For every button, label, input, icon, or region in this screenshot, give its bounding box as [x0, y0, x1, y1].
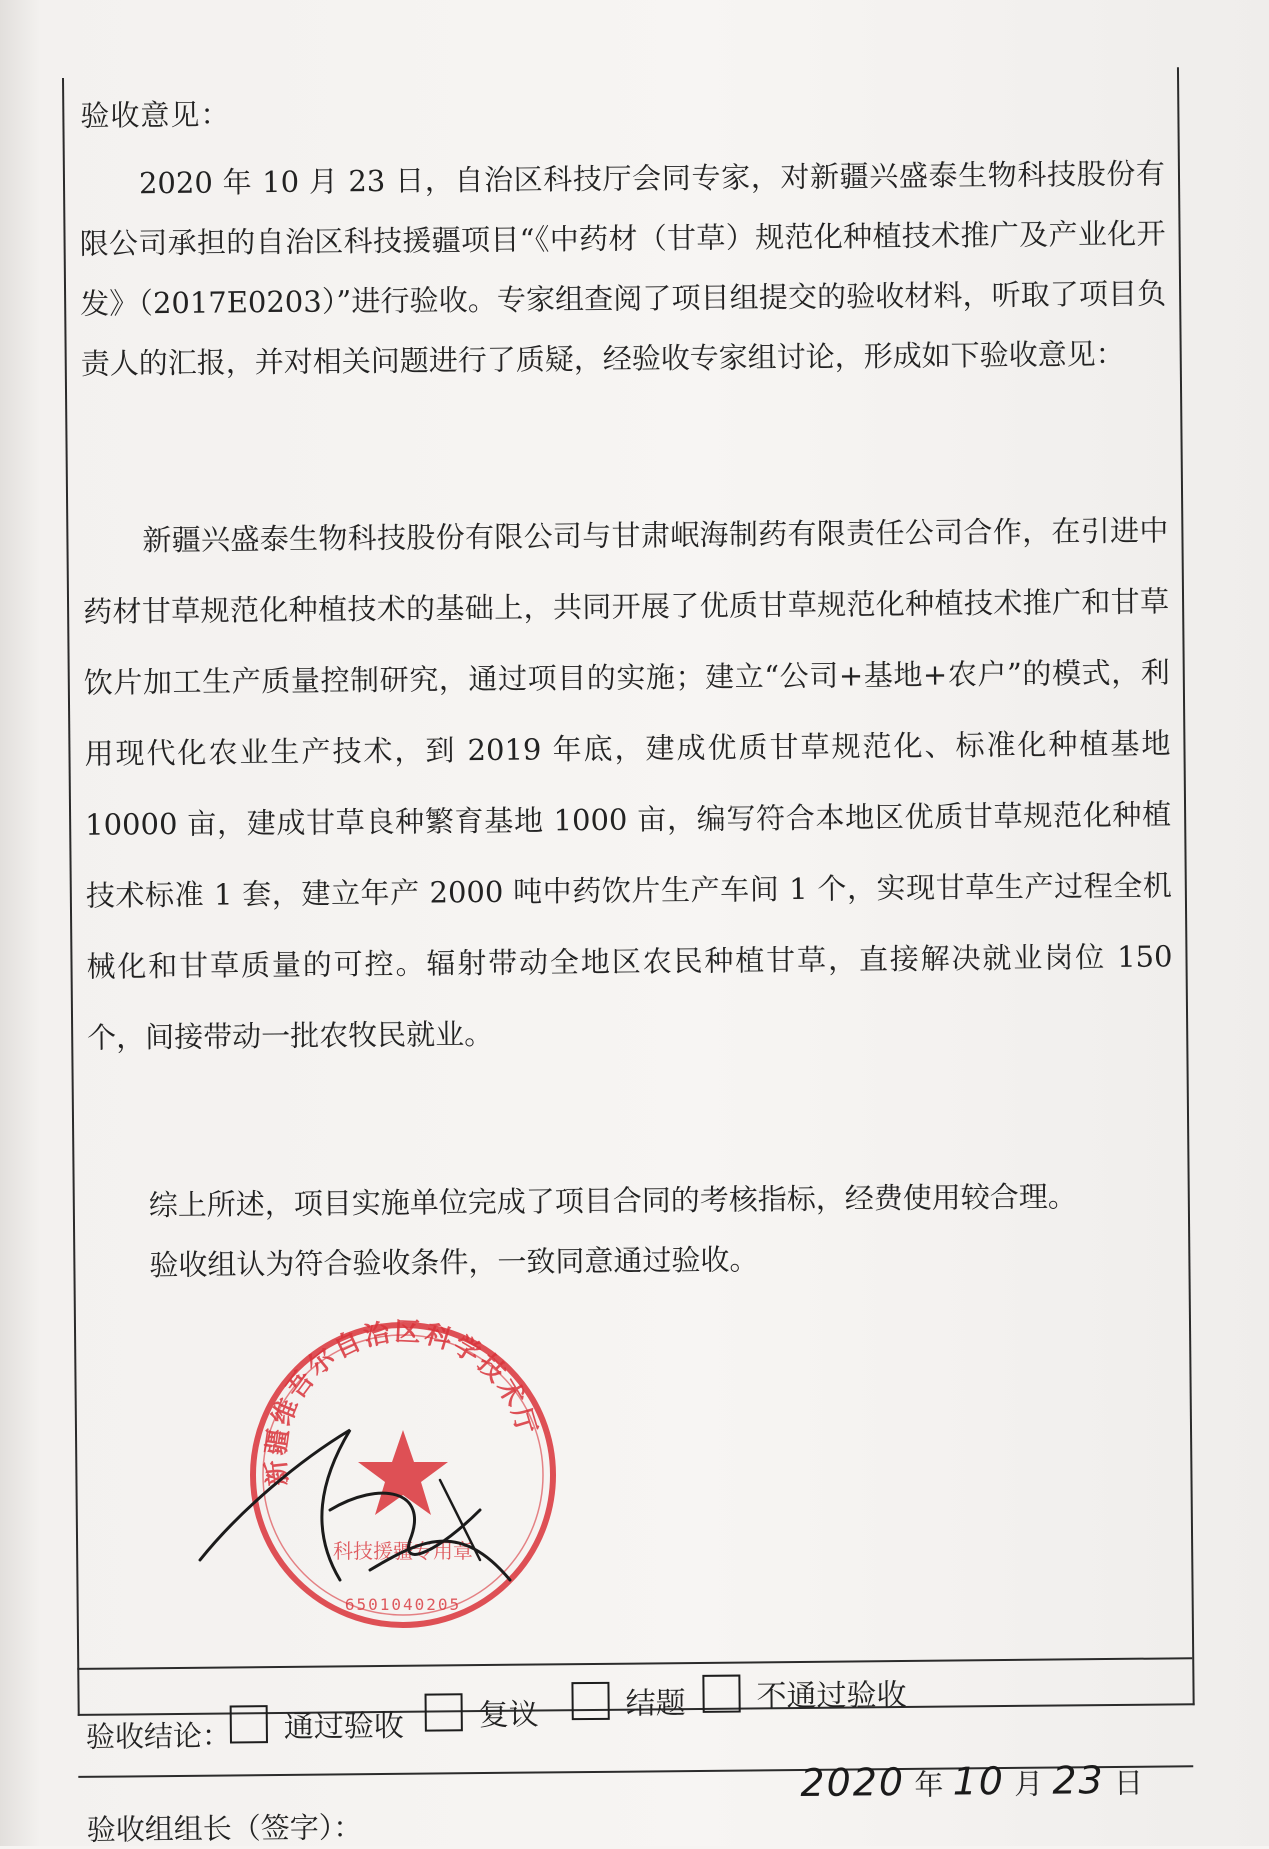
paragraph-project-results: 新疆兴盛泰生物科技股份有限公司与甘肃岷海制药有限责任公司合作，在引进中药材甘草规范化种植技术的基础上，共同开展了优质甘草规范化种植技术推广和甘草饮片加工生产质量控制研究，通过项目的实施；建立“公司+基地+农户”的模式，利用现代化农业生产技术，到 2019 年底，建成优质甘草规范化、标准化种植基地 10000 亩，建成甘草良种繁育基地 1000 亩，编写符合本地区优质甘草规范化种植技术标准 1 套，建立年产 2000 吨中药饮片生产车间 1 个，实现甘草生产过程全机械化和甘草质量的可控。辐射带动全地区农民种植甘草，直接解决就业岗位 150 个，间接带动一批农牧民就业。	[82, 513, 1173, 1055]
checkbox-fail[interactable]	[702, 1675, 740, 1713]
option-fail[interactable]	[702, 1670, 906, 1716]
opinion-title: 验收意见：	[80, 97, 231, 133]
date-month-char: 月	[1014, 1766, 1044, 1801]
checkbox-pass[interactable]	[230, 1705, 268, 1743]
conclusion-label: 验收结论：	[85, 1718, 232, 1754]
option-pass-label: 通过验收	[283, 1708, 405, 1745]
paragraph-summary: 综上所述，项目实施单位完成了项目合同的考核指标，经费使用较合理。	[148, 1179, 1077, 1223]
seal-number: 6501040205	[344, 1595, 462, 1614]
date-year-char: 年	[914, 1767, 944, 1802]
date-year: 2020	[800, 1759, 906, 1805]
option-conclude[interactable]	[571, 1678, 685, 1723]
option-conclude-label: 结题	[625, 1686, 686, 1722]
option-review-label: 复议	[478, 1697, 539, 1734]
option-pass[interactable]	[230, 1701, 404, 1747]
checkbox-conclude[interactable]	[571, 1682, 609, 1720]
option-review[interactable]	[424, 1690, 538, 1735]
checkbox-review[interactable]	[425, 1693, 463, 1731]
option-fail-label: 不通过验收	[756, 1677, 907, 1715]
date-day-char: 日	[1113, 1765, 1144, 1800]
paragraph-intro: 2020 年 10 月 23 日，自治区科技厅会同专家，对新疆兴盛泰生物科技股份有限公司承担的自治区科技援疆项目“《中药材（甘草）规范化种植技术推广及产业化开发》（2017E0203）”进行验收。专家组查阅了项目组提交的验收材料，听取了项目负责人的汇报，并对相关问题进行了质疑，经验收专家组讨论，形成如下验收意见：	[79, 156, 1167, 381]
signing-date	[800, 1758, 1143, 1805]
seal-top-text: 新疆维吾尔自治区科学技术厅	[261, 1317, 543, 1488]
date-month: 10	[952, 1759, 1006, 1804]
paragraph-decision: 验收组认为符合验收条件，一致同意通过验收。	[149, 1242, 759, 1283]
date-day: 23	[1052, 1758, 1105, 1803]
divider-conclusion-top	[77, 1657, 1192, 1670]
leader-signature	[180, 1390, 540, 1600]
leader-signature-label: 验收组组长（签字）：	[86, 1810, 363, 1847]
seal-bottom-text: 科技援疆专用章	[333, 1539, 473, 1563]
